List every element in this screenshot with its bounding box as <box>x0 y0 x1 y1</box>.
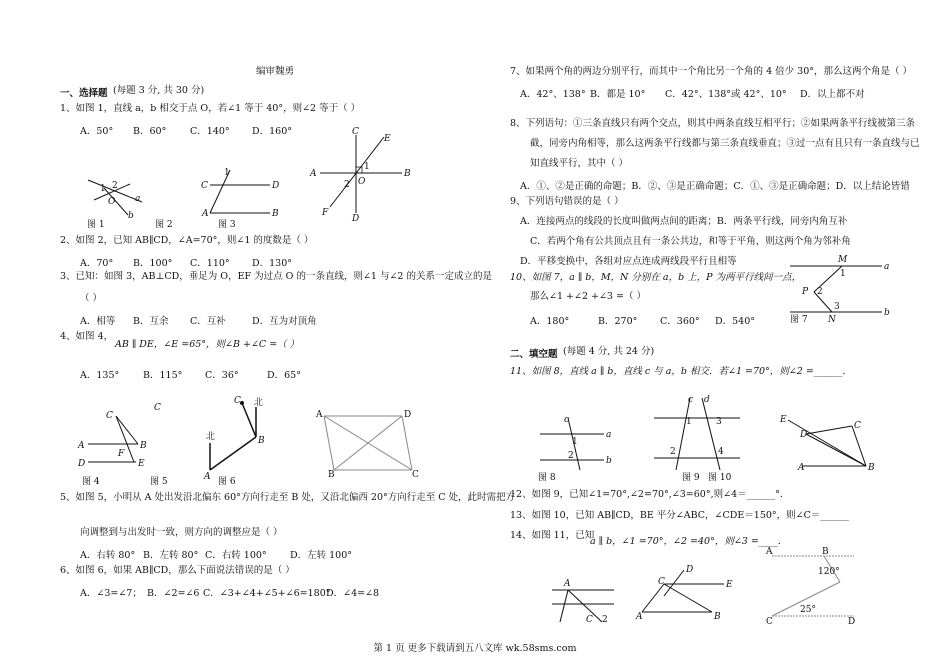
svg-text:N: N <box>828 315 836 325</box>
figure-8-caption: 图 8 <box>538 473 556 483</box>
q5-option-c: C．右转 100° <box>205 550 267 561</box>
angle-120-label: 120° <box>818 567 840 577</box>
figure-6-diagram <box>316 408 418 478</box>
q4-option-a: A．135° <box>80 370 120 381</box>
q7-option-a: A．42°、138° <box>520 89 586 100</box>
section1-note: (每题 3 分, 共 30 分) <box>113 85 205 96</box>
svg-text:1: 1 <box>224 168 230 178</box>
q5-stem: 5、如图 5，小明从 A 处出发沿北偏东 60°方向行走至 B 处，又沿北偏西 20°方向行走至 C 处，此时需把方 <box>60 492 516 503</box>
svg-text:c: c <box>564 415 570 425</box>
svg-text:D: D <box>404 410 412 420</box>
svg-text:a: a <box>606 430 612 440</box>
q8-options: A．①、②是正确的命题；B．②、③是正确命题；C．①、③是正确命题；D．以上结论皆错 <box>520 181 910 192</box>
q3-option-c: C．互补 <box>190 316 226 327</box>
figure-4-caption: 图 4 <box>82 477 100 487</box>
q14-stem-a: 14、如图 11，已知 <box>510 530 595 541</box>
q3-stem: 3、已知：如图 3，AB⊥CD，垂足为 O，EF 为过点 O 的一条直线，则∠1 与∠2 的关系一定成立的是 <box>60 271 493 282</box>
svg-text:3: 3 <box>716 417 722 427</box>
q2-stem: 2、如图 2，已知 AB∥CD，∠A=70°，则∠1 的度数是（ ） <box>60 235 314 246</box>
q1-option-d: D．160° <box>252 126 292 137</box>
svg-text:D: D <box>800 430 808 440</box>
svg-text:D: D <box>686 565 694 575</box>
svg-text:B: B <box>822 547 829 557</box>
svg-text:C: C <box>658 577 665 587</box>
figure-13 <box>764 546 864 626</box>
svg-text:2: 2 <box>817 287 823 297</box>
figure-3-caption: 图 3 <box>218 220 236 230</box>
q14-stem-b: a ∥ b，∠1 =70°，∠2 =40°，则∠3 =____． <box>590 536 788 547</box>
svg-text:b: b <box>128 211 134 221</box>
q10-stem2: 那么∠1 +∠2 +∠3 =（ ） <box>530 291 646 302</box>
section1-title: 一、选择题 <box>60 88 108 99</box>
q13-stem: 13、如图 10，已知 AB∥CD，BE 平分∠ABC，∠CDE＝150°，则∠C＝______ <box>510 510 849 521</box>
author-line: 编审魏勇 <box>256 66 295 77</box>
figure-4 <box>76 408 156 470</box>
q6-option-d: D．∠4=∠8 <box>326 588 380 599</box>
svg-text:a: a <box>884 262 890 272</box>
q10-stem: 10、如图 7，a ∥ b，M，N 分别在 a，b 上，P 为两平行线间一点， <box>510 272 802 283</box>
svg-text:A: A <box>636 612 643 622</box>
q7-option-b: B．都是 10° <box>590 89 646 100</box>
q5-stem2: 向调整到与出发时一致，则方向的调整应是（ ） <box>80 527 283 538</box>
q11-stem: 11、如图 8，直线 a ∥ b，直线 c 与 a，b 相交．若∠1 =70°，则∠2 =______． <box>510 366 852 377</box>
svg-text:A: A <box>798 463 805 473</box>
page-footer: 第 1 页 更多下载请到五八文库 wk.58sms.com <box>373 643 577 654</box>
svg-text:2: 2 <box>602 615 608 625</box>
svg-text:A: A <box>316 410 323 420</box>
q1-option-b: B．60° <box>133 126 167 137</box>
q5-option-d: D．左转 100° <box>290 550 353 561</box>
svg-text:B: B <box>140 441 147 451</box>
svg-text:F: F <box>322 208 329 218</box>
q5-option-b: B．左转 80° <box>143 550 199 561</box>
svg-text:2: 2 <box>568 451 574 461</box>
svg-text:C: C <box>234 396 241 406</box>
figure-3-diagram <box>308 125 418 225</box>
svg-text:4: 4 <box>718 447 724 457</box>
q2-option-a: A．70° <box>80 258 114 269</box>
svg-text:B: B <box>868 463 875 473</box>
q8-stem3: 知直线平行，其中（ ） <box>530 158 629 169</box>
q9-stem: 9、下列语句错误的是（ ） <box>510 196 624 207</box>
figure-6-caption: 图 6 <box>218 477 236 487</box>
svg-text:A: A <box>564 579 571 589</box>
q4-option-c: C．36° <box>205 370 239 381</box>
svg-text:F: F <box>118 449 125 459</box>
svg-text:B: B <box>272 209 279 219</box>
svg-text:2: 2 <box>344 180 350 190</box>
angle-25-label: 25° <box>800 605 816 615</box>
svg-text:A: A <box>310 169 317 179</box>
q7-option-c: C．42°、138°或 42°、10° <box>665 89 787 100</box>
svg-text:C: C <box>766 617 773 627</box>
svg-text:C: C <box>854 421 861 431</box>
svg-text:C: C <box>154 403 161 413</box>
q8-stem: 8、下列语句：①三条直线只有两个交点，则其中两条直线互相平行；②如果两条平行线被第三条 <box>510 118 916 129</box>
svg-text:O: O <box>108 197 116 207</box>
q7-stem: 7、如果两个角的两边分别平行，而其中一个角比另一个角的 4 倍少 30°，那么这两个角是（ ） <box>510 66 913 77</box>
q2-option-c: C．110° <box>190 258 230 269</box>
svg-text:M: M <box>838 255 848 265</box>
q3-paren: （ ） <box>80 293 103 304</box>
figure-7-caption: 图 7 <box>790 315 808 325</box>
svg-text:A: A <box>766 547 773 557</box>
svg-text:3: 3 <box>834 302 840 312</box>
north-label-b: 北 <box>254 398 264 408</box>
q10-option-c: C．360° <box>660 316 700 327</box>
north-label-a: 北 <box>206 432 216 442</box>
svg-text:A: A <box>204 472 211 482</box>
svg-text:D: D <box>352 214 360 224</box>
svg-text:C: C <box>412 470 419 480</box>
q4-option-b: B．115° <box>143 370 183 381</box>
svg-text:A: A <box>202 209 209 219</box>
svg-text:E: E <box>138 459 145 469</box>
q10-option-b: B．270° <box>598 316 638 327</box>
q2-option-d: D．130° <box>252 258 292 269</box>
q5-option-a: A．右转 80° <box>80 550 136 561</box>
q8-stem2: 截，同旁内角相等，那么这两条平行线都与第三条直线垂直；③过一点有且只有一条直线与已 <box>530 138 920 149</box>
figure-10-caption: 图 10 <box>708 473 732 483</box>
svg-text:P: P <box>802 287 809 297</box>
svg-text:O: O <box>358 177 366 187</box>
figure-1 <box>84 170 154 220</box>
svg-text:C: C <box>201 181 208 191</box>
q1-option-a: A．50° <box>80 126 114 137</box>
q10-option-a: A．180° <box>530 316 570 327</box>
q10-option-d: D．540° <box>715 316 755 327</box>
svg-text:b: b <box>606 456 612 466</box>
svg-text:D: D <box>78 459 86 469</box>
figure-9-caption: 图 9 <box>682 473 700 483</box>
q6-option-c: C．∠3+∠4+∠5+∠6=180° <box>203 588 331 599</box>
figure-11 <box>548 576 618 626</box>
q7-option-d: D．以上都不对 <box>800 89 865 100</box>
q6-stem: 6、如图 6，如果 AB∥CD，那么下面说法错误的是（ ） <box>60 565 295 576</box>
svg-text:C: C <box>106 411 113 421</box>
figure-2-caption: 图 2 <box>155 220 173 230</box>
svg-text:2: 2 <box>112 181 118 191</box>
svg-text:1: 1 <box>572 437 578 447</box>
q12-stem: 12、如图 9，已知∠1=70°,∠2=70°,∠3=60°,则∠4＝______°． <box>510 489 790 500</box>
svg-text:D: D <box>848 617 856 627</box>
section2-title: 二、填空题 <box>510 349 558 360</box>
q6-option-b: B．∠2=∠6 <box>147 588 200 599</box>
q6-option-a: A．∠3=∠7； <box>80 588 142 599</box>
section2-note: (每题 4 分, 共 24 分) <box>563 346 655 357</box>
svg-text:B: B <box>404 169 411 179</box>
svg-text:1: 1 <box>840 269 846 279</box>
figure-10 <box>780 410 880 475</box>
figure-5-diagram <box>198 395 278 480</box>
figure-2-3-diagram <box>196 165 286 220</box>
figure-5-caption: 图 5 <box>150 477 168 487</box>
q9-option-ab: A．连接两点的线段的长度叫做两点间的距离；B．两条平行线，同旁内角互补 <box>520 216 848 227</box>
svg-text:b: b <box>884 308 890 318</box>
q9-option-c: C．若两个角有公共顶点且有一条公共边，和等于平角，则这两个角为邻补角 <box>530 236 851 247</box>
q3-option-d: D．互为对顶角 <box>252 316 317 327</box>
svg-text:D: D <box>272 181 280 191</box>
svg-text:E: E <box>726 580 733 590</box>
q3-option-a: A．相等 <box>80 316 116 327</box>
svg-text:a: a <box>135 194 141 204</box>
q9-option-d: D．平移变换中，各组对应点连成两线段平行且相等 <box>520 256 737 267</box>
q4-stem-b: AB ∥ DE，∠E =65°，则∠B +∠C =（ ） <box>115 339 300 350</box>
q3-option-b: B．互余 <box>133 316 169 327</box>
svg-text:2: 2 <box>670 447 676 457</box>
figure-9 <box>650 394 750 474</box>
q4-option-d: D．65° <box>267 370 301 381</box>
q1-option-c: C．140° <box>190 126 230 137</box>
svg-text:B: B <box>258 436 265 446</box>
svg-text:1: 1 <box>686 417 692 427</box>
q4-stem-a: 4、如图 4， <box>60 331 114 342</box>
figure-1-caption: 图 1 <box>87 220 105 230</box>
svg-text:B: B <box>714 612 721 622</box>
svg-text:C: C <box>352 127 359 137</box>
figure-8 <box>534 412 619 472</box>
svg-text:E: E <box>384 134 391 144</box>
svg-text:c: c <box>688 395 694 405</box>
svg-text:A: A <box>78 441 85 451</box>
svg-text:E: E <box>780 415 787 425</box>
figure-12 <box>628 565 733 624</box>
svg-text:d: d <box>704 395 710 405</box>
q1-stem: 1、如图 1，直线 a，b 相交于点 O，若∠1 等于 40°，则∠2 等于（ ） <box>60 103 361 114</box>
q2-option-b: B．100° <box>133 258 173 269</box>
svg-text:B: B <box>328 470 335 480</box>
svg-text:1: 1 <box>100 184 106 194</box>
svg-text:1: 1 <box>364 162 370 172</box>
svg-text:C: C <box>586 615 593 625</box>
